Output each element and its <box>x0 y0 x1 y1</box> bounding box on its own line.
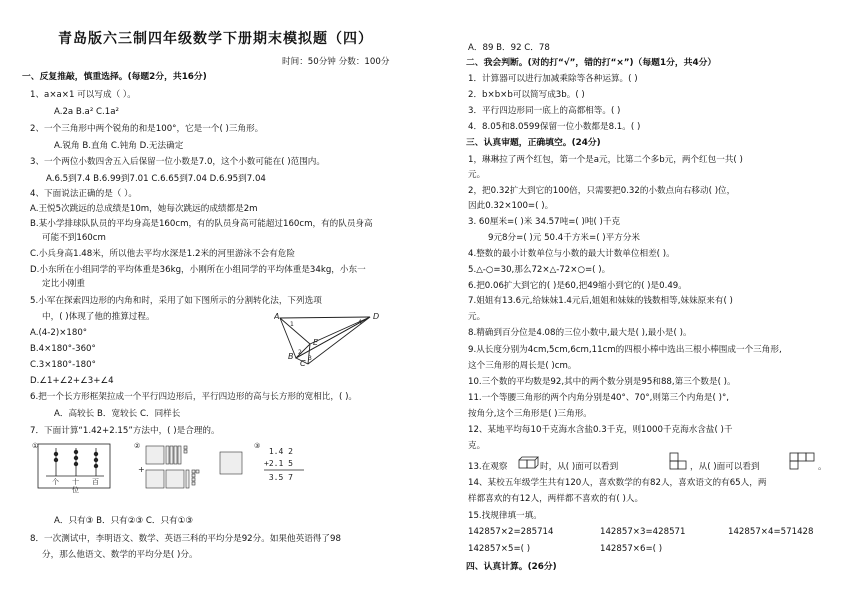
view-shape-1-icon <box>669 452 689 474</box>
vertex-label-a: A <box>274 312 280 321</box>
question-5-option-a: A.(4-2)×180° <box>30 328 88 338</box>
fill-12: 12、某地平均每10千克海水含盐0.3千克，则1000千克海水含盐( )千 <box>468 425 733 435</box>
abacus-place-label: 位 <box>72 486 79 494</box>
question-4-option-a: A.王悦5次跳远的总成绩是10m，她每次跳远的成绩都是2m <box>30 204 258 214</box>
question-8: 8．一次测试中，李明语文、数学、英语三科的平均分是92分。如果他英语得了98 <box>30 534 341 544</box>
fill-6: 6.把0.06扩大到它的( )是60,把49缩小到它的( )是0.49。 <box>468 281 687 291</box>
question-7-options: A．只有③ B．只有②③ C．只有①③ <box>54 516 194 526</box>
abacus-hundreds-label: 百 <box>92 478 99 486</box>
judge-4: 4．8.05和8.0599保留一位小数都是8.1。( ) <box>468 122 641 132</box>
section-3-heading: 三、认真审题，正确填空。(24分) <box>466 138 601 148</box>
angle-label-4: 4 <box>358 319 362 326</box>
fill-8: 8.精确到百分位是4.08的三位小数中,最大是( ),最小是( )。 <box>468 328 692 338</box>
fill-7: 7.姐姐有13.6元,给妹妹1.4元后,姐姐和妹妹的钱数相等,妹妹原来有( ) <box>468 296 733 306</box>
vertex-label-c: C <box>300 359 306 366</box>
fill-14: 14、某校五年级学生共有120人，喜欢数学的有82人，喜欢语文的有65人，两 <box>468 478 767 488</box>
fill-3: 3. 60厘米=( )米 34.57吨=( )吨( )千克 <box>468 217 621 227</box>
angle-label-2: 2 <box>298 349 302 356</box>
plus-icon: + <box>138 465 145 474</box>
question-1-options: A.2a B.a² C.1a² <box>54 107 119 117</box>
question-3: 3、一个两位小数四舍五入后保留一位小数是7.0，这个小数可能在( )范围内。 <box>30 157 325 167</box>
cube-solid-icon <box>518 455 540 475</box>
fill-2-cont: 因此0.32×100=( )。 <box>468 201 554 211</box>
pattern-row-1-c: 142857×4=571428 <box>728 527 814 537</box>
circled-2-label: ② <box>134 442 141 450</box>
question-5-option-b: B.4×180°-360° <box>30 344 96 354</box>
question-4: 4、下面说法正确的是（ ）。 <box>30 189 138 199</box>
fill-13-start: 13.在观察 <box>468 462 508 472</box>
fill-7-cont: 元。 <box>468 312 486 322</box>
calculation-methods-figure <box>32 438 332 506</box>
question-4-option-b-cont: 可能不到160cm <box>42 233 106 243</box>
fill-4: 4.整数的最小计数单位与小数的最大计数单位相差( )。 <box>468 249 675 259</box>
fill-13-mid: 时，从( )面可以看到 <box>540 462 619 472</box>
judge-2: 2．b×b×b可以简写成3b。( ) <box>468 90 585 100</box>
question-7: 7．下面计算“1.42+2.15”方法中，( )是合理的。 <box>30 426 220 436</box>
view-shape-2-icon <box>789 452 817 474</box>
question-8-options: A．89 B．92 C．78 <box>468 43 550 53</box>
question-4-option-d: D.小东所在小组同学的平均体重是36kg，小刚所在小组同学的平均体重是34kg，小东一 <box>30 265 366 275</box>
circled-3-label: ③ <box>254 442 261 450</box>
fill-11: 11.一个等腰三角形的两个内角分别是40°、70°,则第三个内角是( )°, <box>468 393 729 403</box>
exam-meta: 时间：50分钟 分数：100分 <box>282 57 390 67</box>
quadrilateral-figure <box>274 312 394 370</box>
fill-14-cont: 样都喜欢的有12人，两样都不喜欢的有( )人。 <box>468 494 644 504</box>
fill-2: 2，把0.32扩大到它的100倍，只需要把0.32的小数点向右移动( )位， <box>468 186 736 196</box>
abacus-ones-label: 个 <box>52 478 59 486</box>
judge-1: 1．计算器可以进行加减乘除等各种运算。( ) <box>468 74 638 84</box>
fill-11-cont: 按角分,这个三角形是( )三角形。 <box>468 409 592 419</box>
angle-label-1: 1 <box>290 321 294 328</box>
question-5-option-d: D.∠1+∠2+∠3+∠4 <box>30 376 114 386</box>
fill-13-mid2: ，从( )面可以看到 <box>690 462 760 472</box>
abacus-tens-label: 十 <box>72 478 79 486</box>
fill-9: 9.从长度分别为4cm,5cm,6cm,11cm的四根小棒中选出三根小棒围成一个三角形, <box>468 345 782 355</box>
question-6-options: A．高较长 B．宽较长 C．同样长 <box>54 409 181 419</box>
fill-12-cont: 克。 <box>468 441 486 451</box>
vertex-label-b: B <box>288 352 294 361</box>
question-5: 5.小军在探索四边形的内角和时，采用了如下图所示的分割转化法，下列选项 <box>30 296 322 306</box>
fill-3-cont: 9元8分=( )元 50.4千方米=( )平方分米 <box>488 233 641 243</box>
question-5-option-c: C.3×180°-180° <box>30 360 96 370</box>
fill-10: 10.三个数的平均数是92,其中的两个数分别是95和88,第三个数是( )。 <box>468 377 736 387</box>
pattern-row-1-a: 142857×2=285714 <box>468 527 554 537</box>
fill-5: 5.△-○=30,那么72×△-72×○=( )。 <box>468 265 611 275</box>
question-3-options: A.6.5到7.4 B.6.99到7.01 C.6.65到7.04 D.6.95到7.04 <box>46 174 266 184</box>
point-label-e: E <box>313 338 319 347</box>
judge-3: 3．平行四边形同一底上的高都相等。( ) <box>468 106 621 116</box>
vertical-addend-1: 1.4 2 <box>264 447 293 456</box>
section-4-heading: 四、认真计算。(26分) <box>466 562 557 572</box>
pattern-row-2-b: 142857×6=( ) <box>600 544 663 554</box>
vertical-sum: 3.5 7 <box>264 473 293 482</box>
vertex-label-d: D <box>373 312 380 321</box>
question-2: 2、一个三角形中两个锐角的和是100°，它是一个( )三角形。 <box>30 124 264 134</box>
question-4-option-c: C.小兵身高1.48米，所以他去平均水深是1.2米的河里游泳不会有危险 <box>30 249 295 259</box>
question-1: 1、a×a×1 可以写成（ ）。 <box>30 90 136 100</box>
question-2-options: A.锐角 B.直角 C.钝角 D.无法确定 <box>54 141 184 151</box>
circled-1-label: ① <box>32 442 39 450</box>
fill-15: 15.找规律填一填。 <box>468 511 542 521</box>
section-2-heading: 二、我会判断。(对的打“√”，错的打“×”)（每题1分，共4分） <box>466 58 717 68</box>
fill-1-cont: 元。 <box>468 170 486 180</box>
fill-13-end: 。 <box>818 462 827 472</box>
question-8-cont: 分，那么他语文、数学的平均分是( )分。 <box>42 550 198 560</box>
angle-label-3: 3 <box>308 355 312 362</box>
question-4-option-b: B.某小学排球队队员的平均身高是160cm，有的队员身高可能超过160cm，有的队员身高 <box>30 219 373 229</box>
fill-1: 1，琳琳拉了两个红包，第一个是a元，比第二个多b元，两个红包一共( ) <box>468 155 743 165</box>
fill-9-cont: 这个三角形的周长是( )cm。 <box>468 361 577 371</box>
pattern-row-2-a: 142857×5=( ) <box>468 544 531 554</box>
section-1-heading: 一、反复推敲，慎重选择。(每题2分，共16分) <box>22 72 207 82</box>
pattern-row-1-b: 142857×3=428571 <box>600 527 686 537</box>
page-title: 青岛版六三制四年级数学下册期末模拟题（四） <box>58 31 373 47</box>
question-5-cont: 中，( )体现了他的推算过程。 <box>42 312 155 322</box>
vertical-addend-2: +2.1 5 <box>264 459 293 468</box>
question-6: 6.把一个长方形框架拉成一个平行四边形后，平行四边形的高与长方形的宽相比，( )。 <box>30 392 358 402</box>
question-4-option-d-cont: 定比小刚重 <box>42 279 85 289</box>
